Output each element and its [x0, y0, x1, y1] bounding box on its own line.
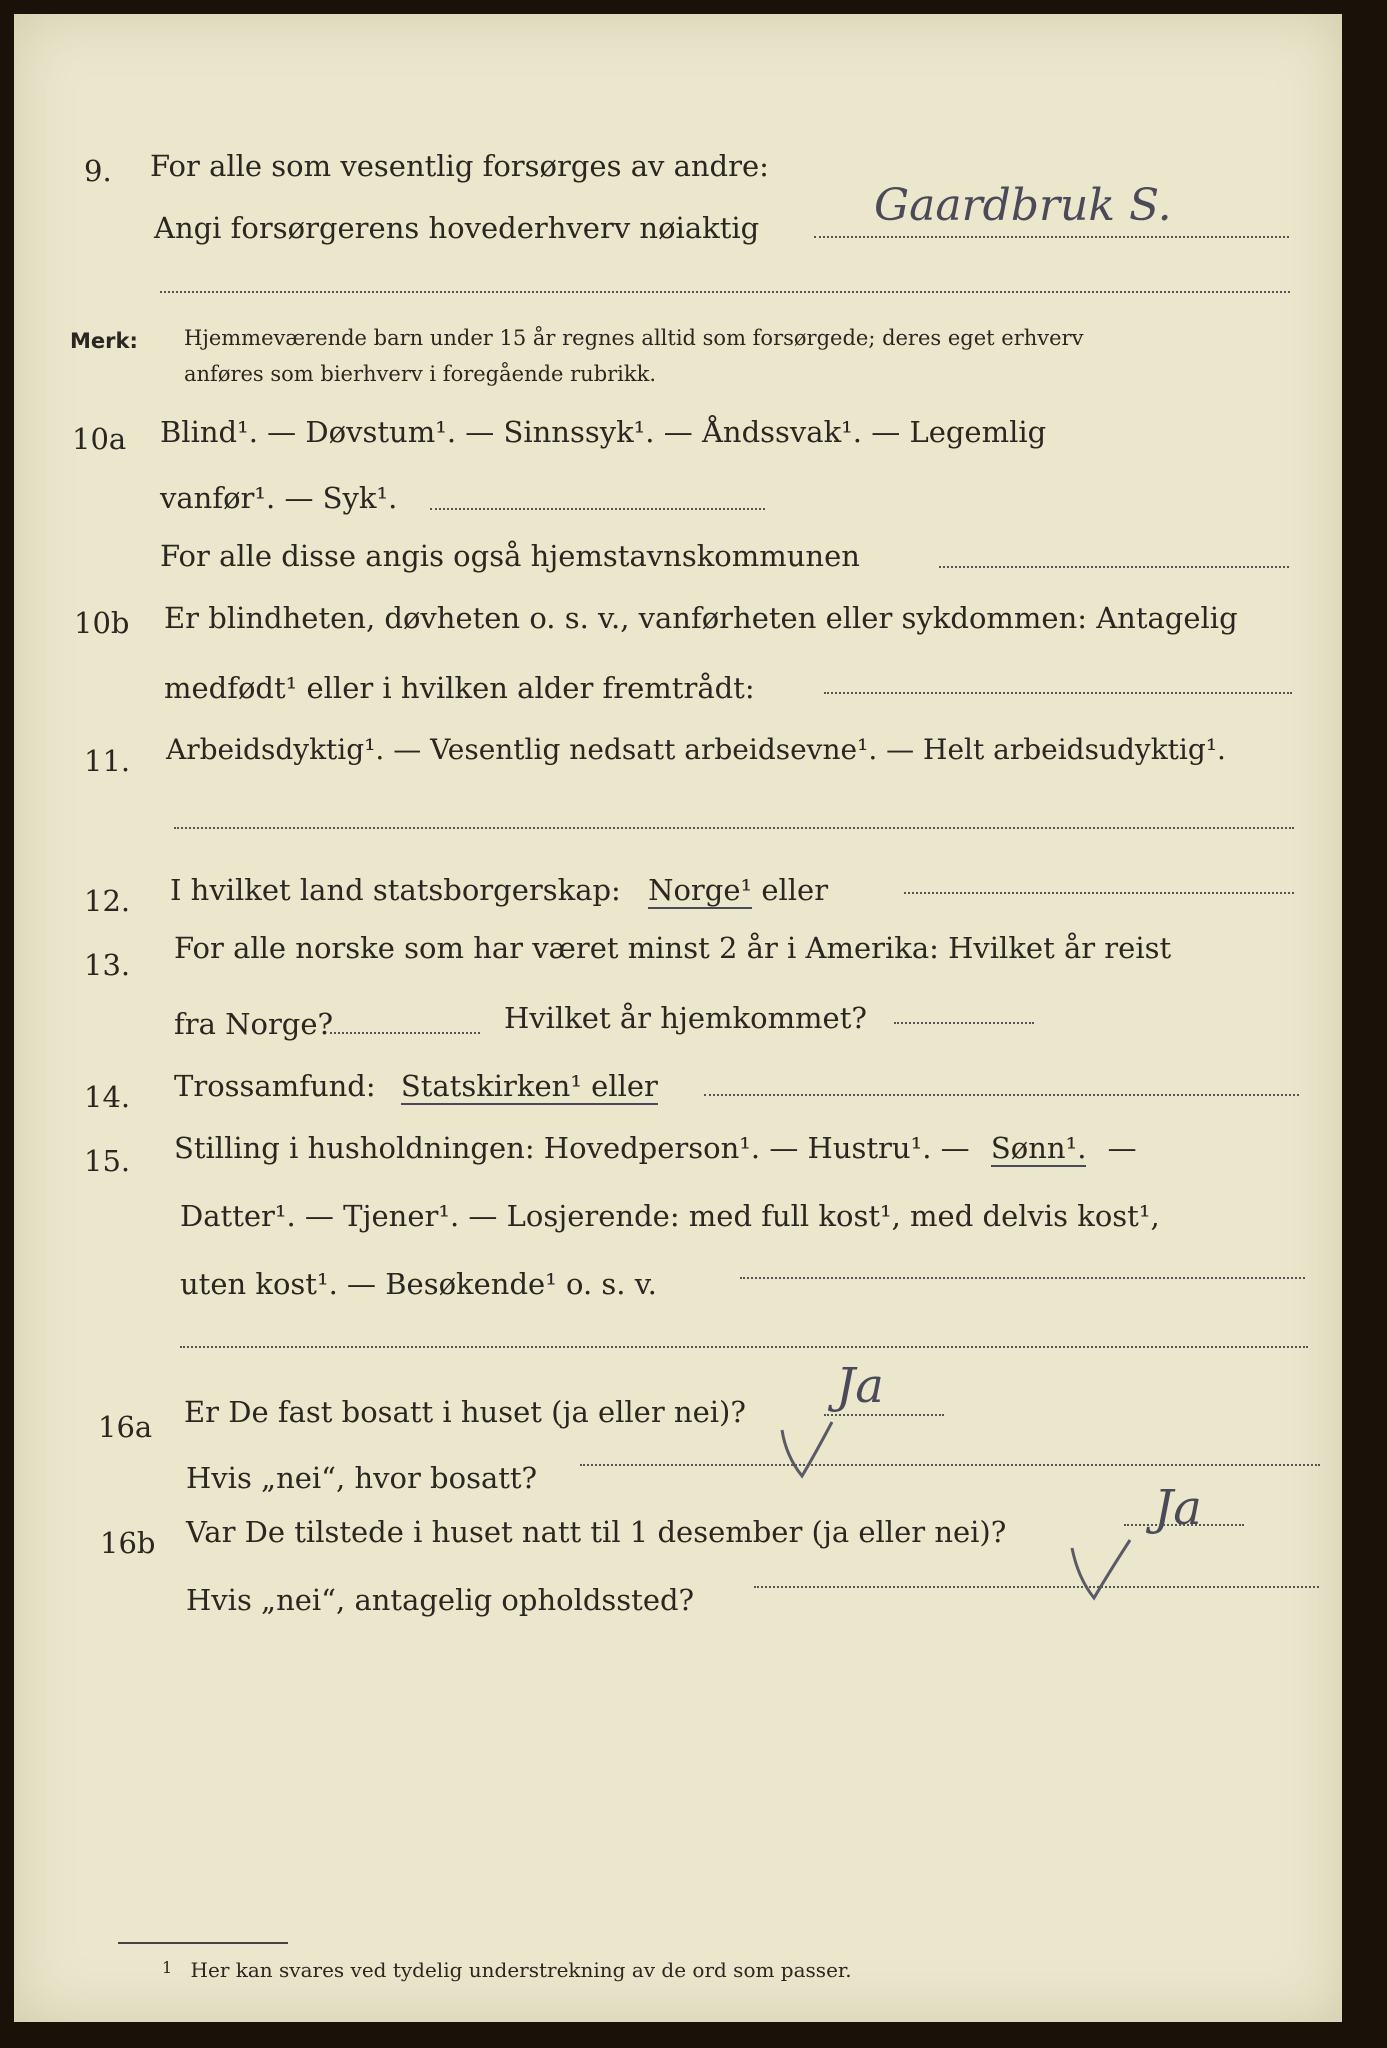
- q15-line2: Datter¹. — Tjener¹. — Losjerende: med full kost¹, med delvis kost¹,: [180, 1199, 1160, 1233]
- q14-number: 14.: [84, 1080, 131, 1114]
- q10a-line2: vanfør¹. — Syk¹.: [160, 481, 398, 515]
- q14-answer-line: [704, 1094, 1299, 1096]
- q10a-number: 10a: [72, 422, 127, 456]
- q16b-line1: Var De tilstede i huset natt til 1 desember (ja eller nei)?: [186, 1515, 1007, 1549]
- q16b-answer-line: [1124, 1524, 1244, 1526]
- q14-statskirken-option[interactable]: Statskirken¹ eller: [400, 1069, 658, 1103]
- q11-line1: Arbeidsdyktig¹. — Vesentlig nedsatt arbeidsevne¹. — Helt arbeidsudyktig¹.: [166, 733, 1226, 766]
- q15-line1a: Stilling i husholdningen: Hovedperson¹. — Hustru¹. —: [174, 1131, 970, 1165]
- q13-line2b: Hvilket år hjemkommet?: [504, 1001, 867, 1035]
- q13-line2a: fra Norge?: [174, 1007, 334, 1041]
- q16a-line2: Hvis „nei“, hvor bosatt?: [186, 1461, 538, 1495]
- q15-number: 15.: [84, 1144, 131, 1178]
- q13-line1: For alle norske som har været minst 2 år i Amerika: Hvilket år reist: [174, 931, 1172, 965]
- q10a-line3-answer-line: [939, 566, 1289, 568]
- q9-handwritten-answer[interactable]: Gaardbruk S.: [874, 180, 1172, 231]
- q9-number: 9.: [84, 154, 112, 188]
- footnote-separator: [118, 1942, 288, 1944]
- q16b-handwritten-answer[interactable]: Ja: [1154, 1480, 1202, 1536]
- q9-question-line2: [154, 211, 760, 245]
- q10a-line3: For alle disse angis også hjemstavnskommunen: [160, 539, 860, 573]
- footnote-mark: 1: [162, 1958, 173, 1977]
- q16a-handwritten-answer[interactable]: Ja: [836, 1358, 884, 1414]
- q16a-line1: Er De fast bosatt i huset (ja eller nei)?: [184, 1395, 746, 1429]
- q16b-line2: Hvis „nei“, antagelig opholdssted?: [186, 1583, 695, 1617]
- q9-question-line1: For alle som vesentlig forsørges av andre:: [150, 149, 769, 183]
- q15-second-answer-line: [180, 1346, 1308, 1348]
- q13-hjemkommet-answer-line: [894, 1022, 1034, 1024]
- merk-line1: Hjemmeværende barn under 15 år regnes alltid som forsørgede; deres eget erhverv: [184, 326, 1084, 350]
- q10a-line2-answer-line: [430, 508, 765, 510]
- q15-sonn-option[interactable]: Sønn¹.: [990, 1131, 1087, 1165]
- q12-prefix: I hvilket land statsborgerskap:: [170, 873, 621, 907]
- q10b-line2: medfødt¹ eller i hvilken alder fremtrådt:: [164, 671, 755, 705]
- merk-label: [70, 329, 138, 353]
- q15-answer-line: [740, 1277, 1305, 1279]
- q16b-opholdssted-answer-line: [754, 1586, 1319, 1588]
- q13-number: 13.: [84, 948, 131, 982]
- census-form-page: [14, 14, 1342, 2022]
- q10b-line1: Er blindheten, døvheten o. s. v., vanførheten eller sykdommen: Antagelig: [164, 601, 1238, 635]
- q12-norge-option[interactable]: Norge¹: [648, 873, 753, 907]
- footnote-text: Her kan svares ved tydelig understrekning av de ord som passer.: [190, 1958, 852, 1982]
- q10b-answer-line: [824, 692, 1292, 694]
- q11-answer-line: [174, 827, 1294, 829]
- q12-line: [170, 873, 829, 907]
- merk-label-text: Merk:: [70, 329, 138, 353]
- q9-answer-line: [814, 236, 1289, 238]
- q10a-line1: Blind¹. — Døvstum¹. — Sinnssyk¹. — Åndssvak¹. — Legemlig: [160, 415, 1047, 449]
- q16a-number: 16a: [98, 1410, 153, 1444]
- q16a-bosatt-answer-line: [580, 1464, 1320, 1466]
- q9-question-line2-text: Angi forsørgerens hovederhverv nøiaktig: [154, 211, 760, 245]
- q16b-number: 16b: [100, 1526, 156, 1560]
- q13-reist-answer-line: [330, 1032, 480, 1034]
- q12-answer-line: [904, 892, 1294, 894]
- q16a-checkmark-icon: [774, 1416, 844, 1484]
- q16b-checkmark-icon: [1064, 1534, 1144, 1606]
- q14-prefix: Trossamfund:: [174, 1069, 376, 1103]
- q15-line3: uten kost¹. — Besøkende¹ o. s. v.: [180, 1267, 657, 1301]
- q9-second-line: [160, 291, 1290, 293]
- q14-line: [174, 1069, 658, 1103]
- q12-suffix: eller: [761, 873, 829, 907]
- q15-line1: [174, 1131, 1137, 1165]
- q11-number: 11.: [84, 744, 131, 778]
- q10b-number: 10b: [74, 606, 130, 640]
- merk-line2: anføres som bierhverv i foregående rubrikk.: [184, 362, 657, 386]
- footnote: [162, 1958, 852, 1982]
- q12-number: 12.: [84, 884, 131, 918]
- q15-line1b: —: [1107, 1131, 1137, 1165]
